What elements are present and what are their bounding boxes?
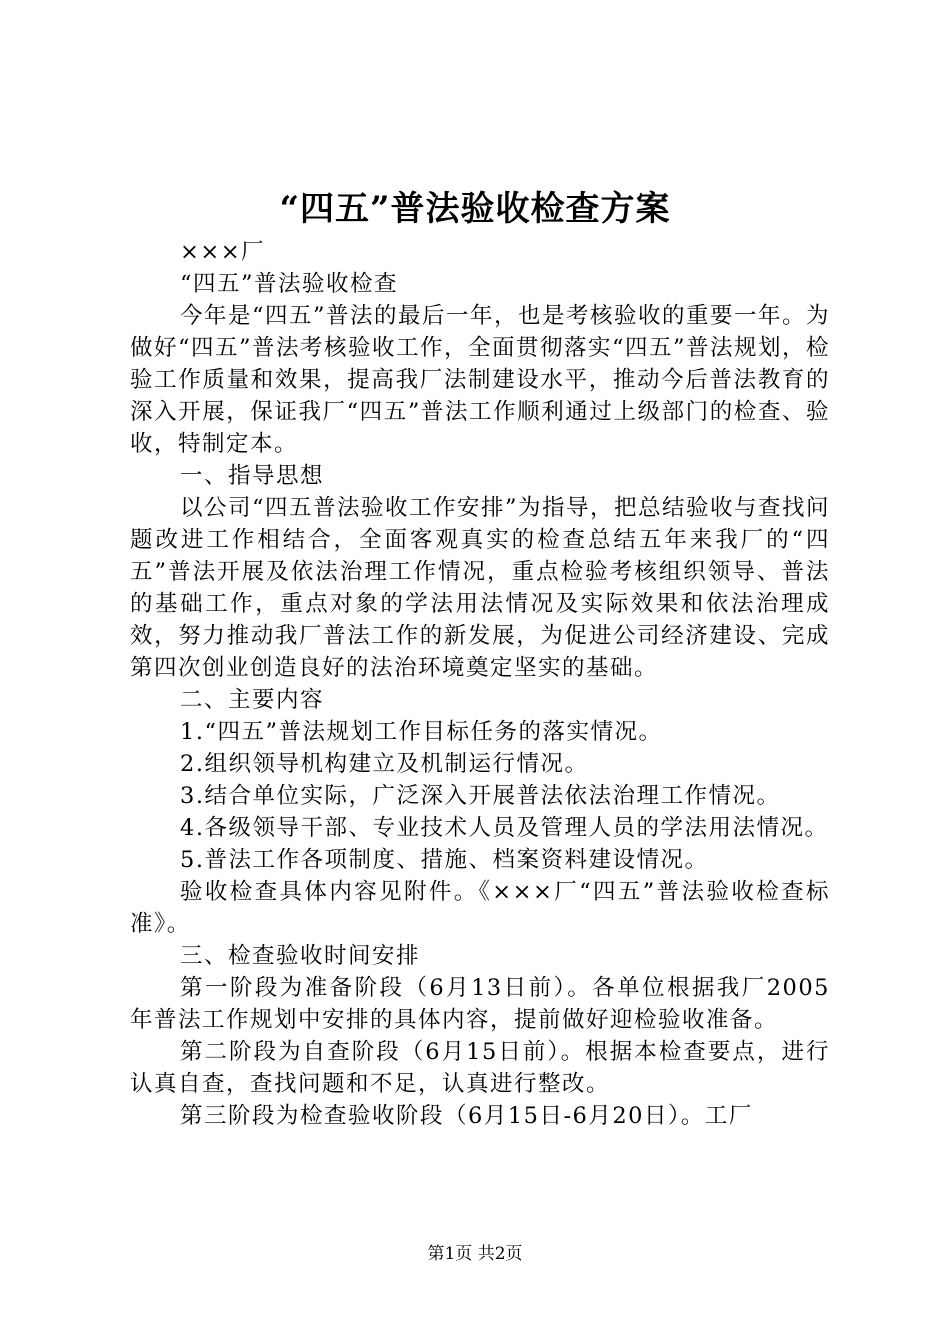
paragraph-subtitle: “四五”普法验收检查 [180,271,399,297]
section-heading-schedule: 三、检查验收时间安排 [180,943,421,969]
list-item-4: 4.各级领导干部、专业技术人员及管理人员的学法用法情况。 [180,815,829,841]
document-title: “四五”普法验收检查方案 [279,189,671,229]
section-heading-main-content: 二、主要内容 [180,687,325,713]
list-item-3: 3.结合单位实际，广泛深入开展普法依法治理工作情况。 [180,783,781,809]
paragraph-stage-3: 第三阶段为检查验收阶段（6月15日-6月20日）。工厂 [180,1103,753,1129]
paragraph-guiding-thought: 以公司“四五普法验收工作安排”为指导，把总结验收与查找问题改进工作相结合，全面客观真实的检查总结五年来我厂的“四五”普法开展及依法治理工作情况，重点检验考核组织领导、普法的基础工作，重点对象的学法用法情况及实际效果和依法治理成效，努力推动我厂普法工作的新发展，为促进公司经济建设、完成第四次创业创造良好的法治环境奠定坚实的基础。 [130,495,831,681]
paragraph-stage-1: 第一阶段为准备阶段（6月13日前）。各单位根据我厂2005年普法工作规划中安排的具体内容，提前做好迎检验收准备。 [130,975,830,1033]
document-body [130,236,830,1132]
paragraph-factory-name: ×××厂 [180,239,266,265]
list-item-1: 1.“四五”普法规划工作目标任务的落实情况。 [180,719,663,745]
section-heading-guiding-thought: 一、指导思想 [180,463,325,489]
paragraph-attachment-note: 验收检查具体内容见附件。《×××厂“四五”普法验收检查标准》。 [130,879,830,937]
list-item-2: 2.组织领导机构建立及机制运行情况。 [180,751,589,777]
paragraph-intro: 今年是“四五”普法的最后一年，也是考核验收的重要一年。为做好“四五”普法考核验收工作，全面贯彻落实“四五”普法规划，检验工作质量和效果，提高我厂法制建设水平，推动今后普法教育的深入开展，保证我厂“四五”普法工作顺利通过上级部门的检查、验收，特制定本。 [130,303,831,457]
list-item-5: 5.普法工作各项制度、措施、档案资料建设情况。 [180,847,709,873]
paragraph-stage-2: 第二阶段为自查阶段（6月15日前）。根据本检查要点，进行认真自查，查找问题和不足，认真进行整改。 [130,1039,830,1097]
page-footer: 第1页 共2页 [427,1244,523,1264]
